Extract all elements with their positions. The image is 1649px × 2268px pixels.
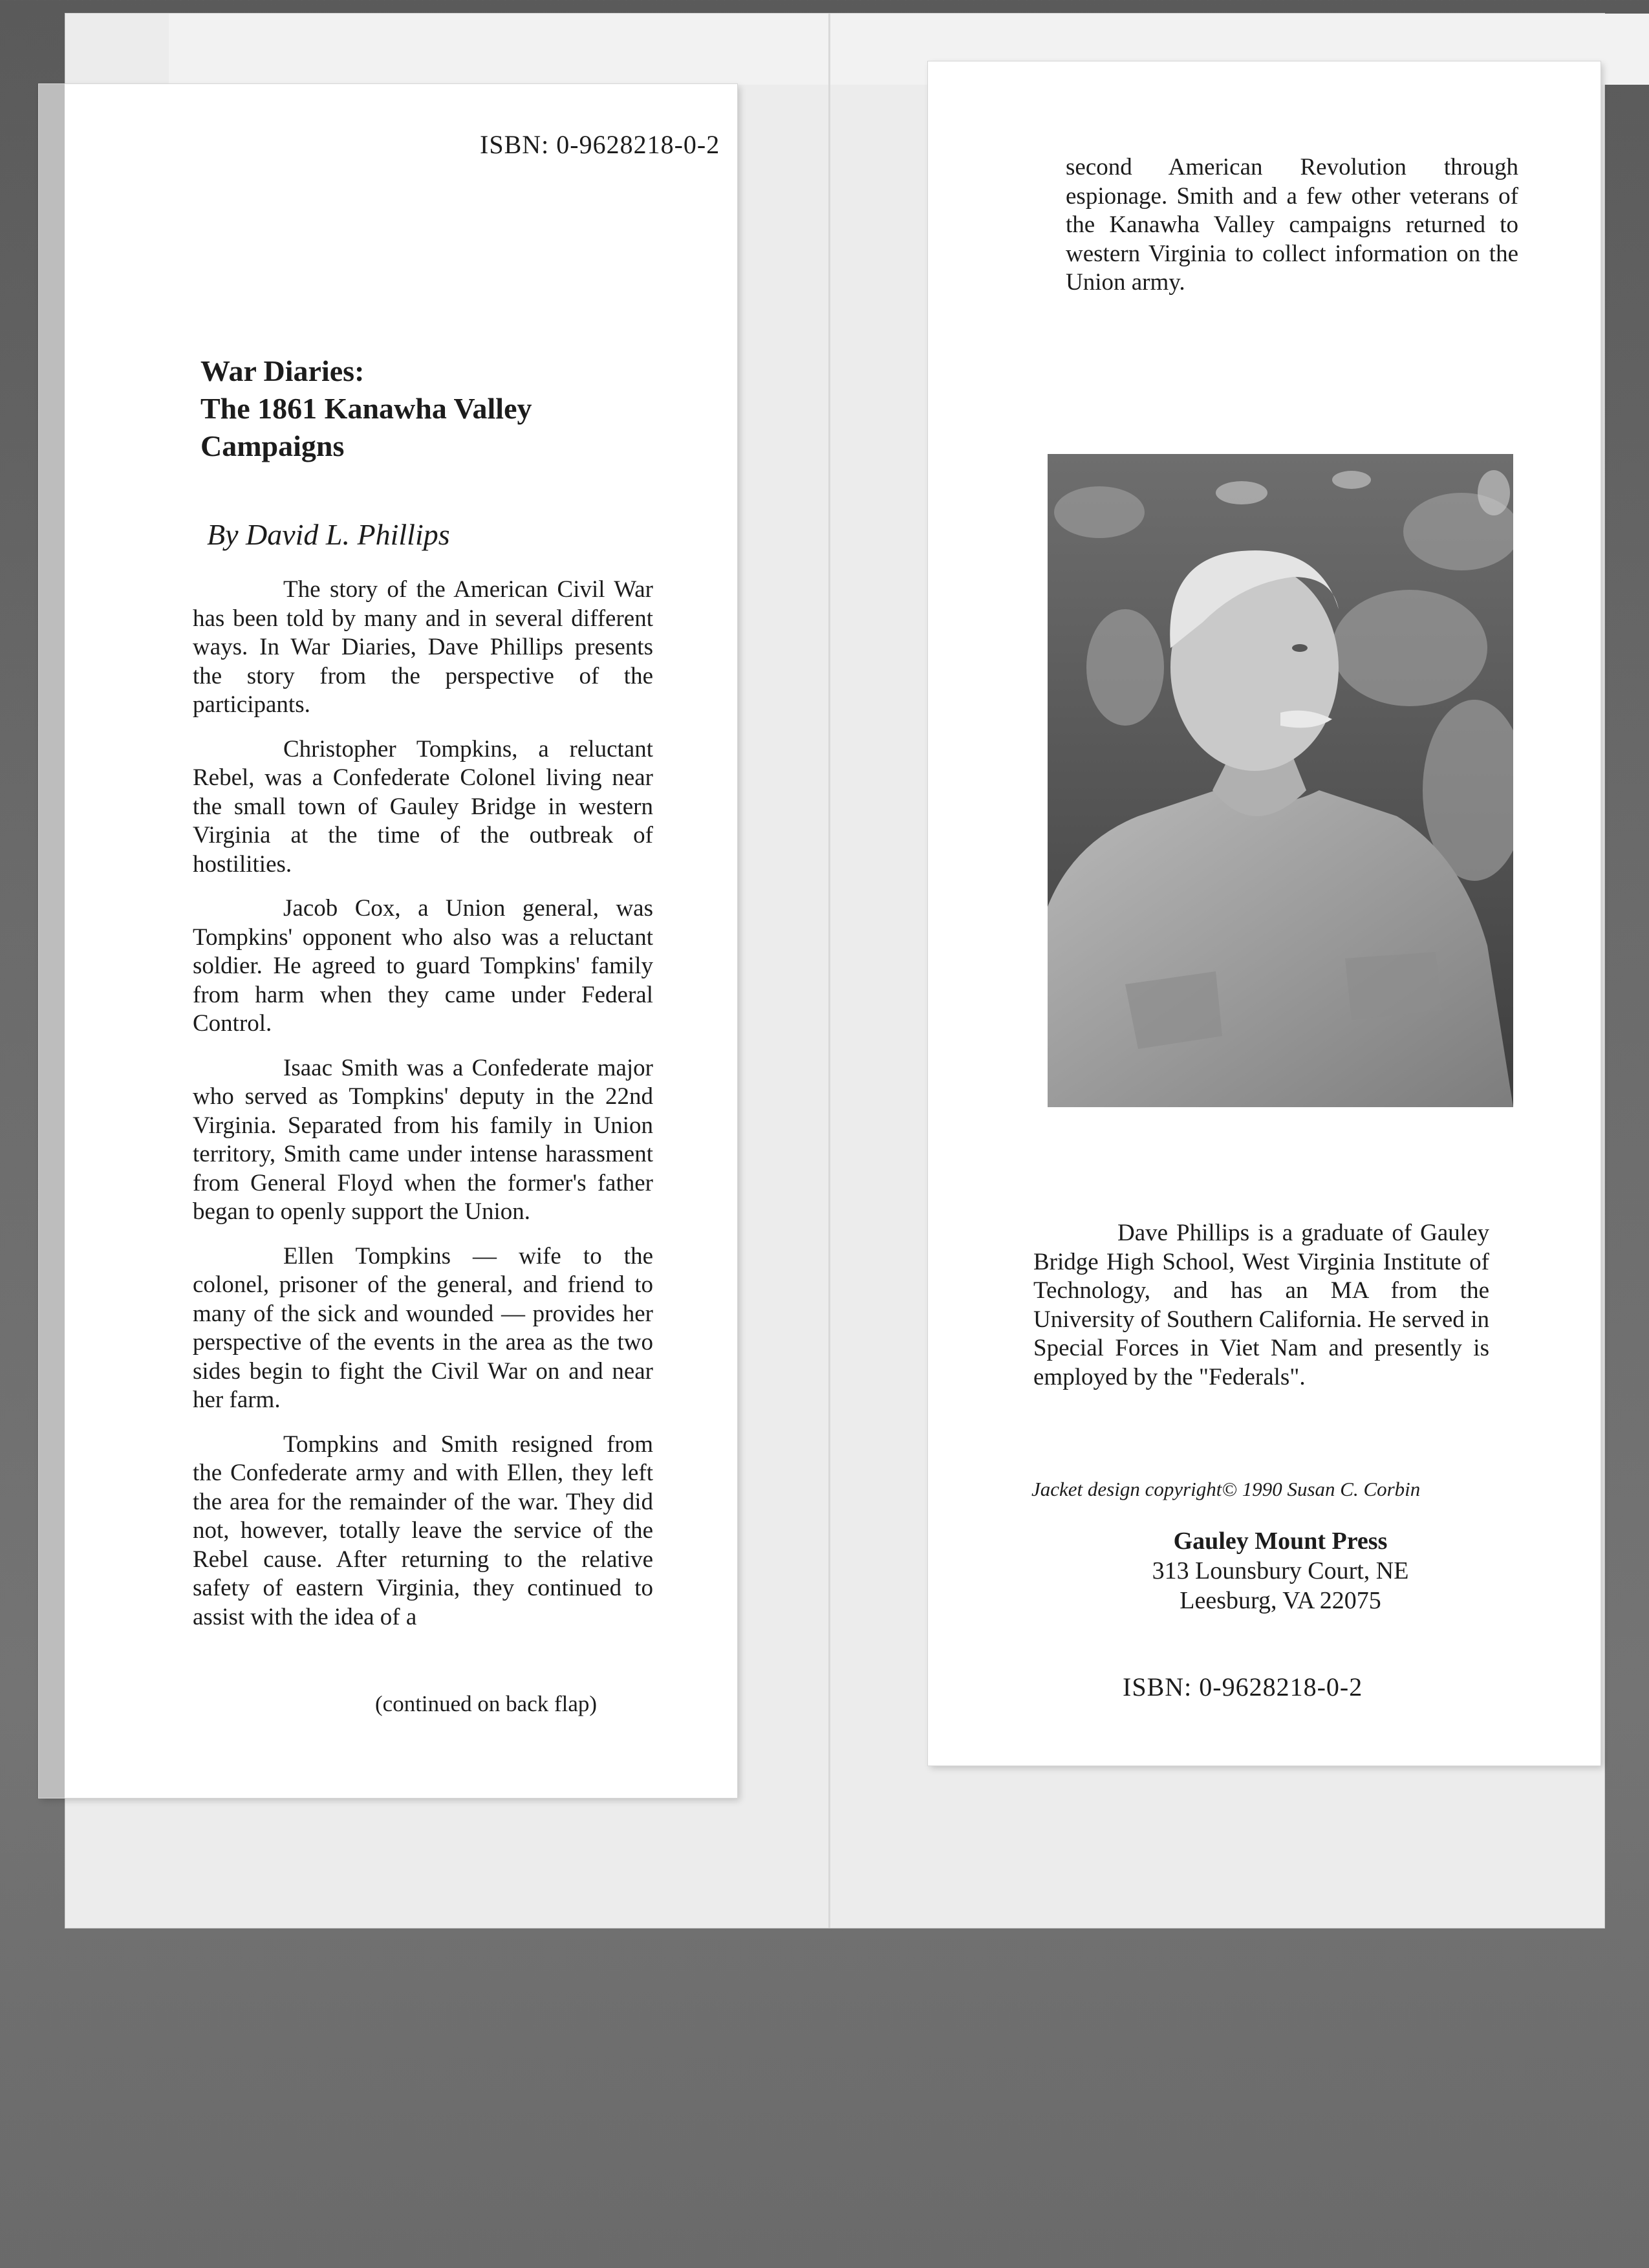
author-byline: By David L. Phillips <box>207 518 450 551</box>
publisher-city: Leesburg, VA 22075 <box>1180 1587 1381 1614</box>
paragraph: Jacob Cox, a Union general, was Tompkins' opponent who also was a reluctant soldier. He agreed to guard Tompkins' family from harm when they came under Federal Control. <box>193 895 653 1037</box>
back-flap-isbn: ISBN: 0-9628218-0-2 <box>1123 1672 1363 1701</box>
author-bio <box>1033 1219 1489 1392</box>
title-line-1: War Diaries: <box>200 354 365 387</box>
paragraph: Tompkins and Smith resigned from the Confederate army and with Ellen, they left the area for the remainder of the war. They did not, however, totally leave the service of the Rebel cause. After returning to the relative safety of eastern Virginia, they continued to assist with the idea of a <box>193 1431 653 1630</box>
paragraph: Ellen Tompkins — wife to the colonel, prisoner of the general, and friend to many of the sick and wounded — provides her perspective of the events in the area as the two sides begin to fight the Civil War on and near her farm. <box>193 1242 653 1413</box>
paragraph: Isaac Smith was a Confederate major who served as Tompkins' deputy in the 22nd Virginia. Separated from his family in Union territory, Smith came under intense harassment from General Floyd when the former's father began to openly support the Union. <box>193 1054 653 1225</box>
book-title <box>200 352 666 465</box>
author-portrait-icon <box>1048 454 1513 1107</box>
back-flap-continuation: second American Revolution through espionage. Smith and a few other veterans of the Kanawha Valley campaigns returned to western Virginia to collect information on the Union army. <box>1066 154 1518 296</box>
jacket-credit: Jacket design copyright© 1990 Susan C. Corbin <box>1031 1478 1421 1500</box>
author-photo <box>1048 454 1513 1107</box>
title-line-3: Campaigns <box>200 429 345 462</box>
continued-note: (continued on back flap) <box>375 1691 598 1716</box>
paragraph: Christopher Tompkins, a reluctant Rebel, was a Confederate Colonel living near the small town of Gauley Bridge in western Virginia at the time of the outbreak of hostilities. <box>193 735 653 878</box>
front-flap-edge <box>39 84 65 1798</box>
front-flap-description <box>193 576 653 1647</box>
board-seam <box>828 14 830 1928</box>
publisher-name: Gauley Mount Press <box>1173 1528 1388 1555</box>
paragraph: The story of the American Civil War has been told by many and in several different ways. In War Diaries, Dave Phillips presents the story from the perspective of the participants. <box>193 576 653 718</box>
bio-text: Dave Phillips is a graduate of Gauley Bridge High School, West Virginia Institute of Technology, and has an MA from the University of Southern California. He served in Special Forces in Viet Nam and presently is employed by the "Federals". <box>1033 1220 1489 1390</box>
title-line-2: The 1861 Kanawha Valley <box>200 392 532 425</box>
front-flap-isbn: ISBN: 0-9628218-0-2 <box>480 130 720 159</box>
publisher-street: 313 Lounsbury Court, NE <box>1152 1557 1409 1584</box>
publisher-block <box>1073 1526 1487 1615</box>
